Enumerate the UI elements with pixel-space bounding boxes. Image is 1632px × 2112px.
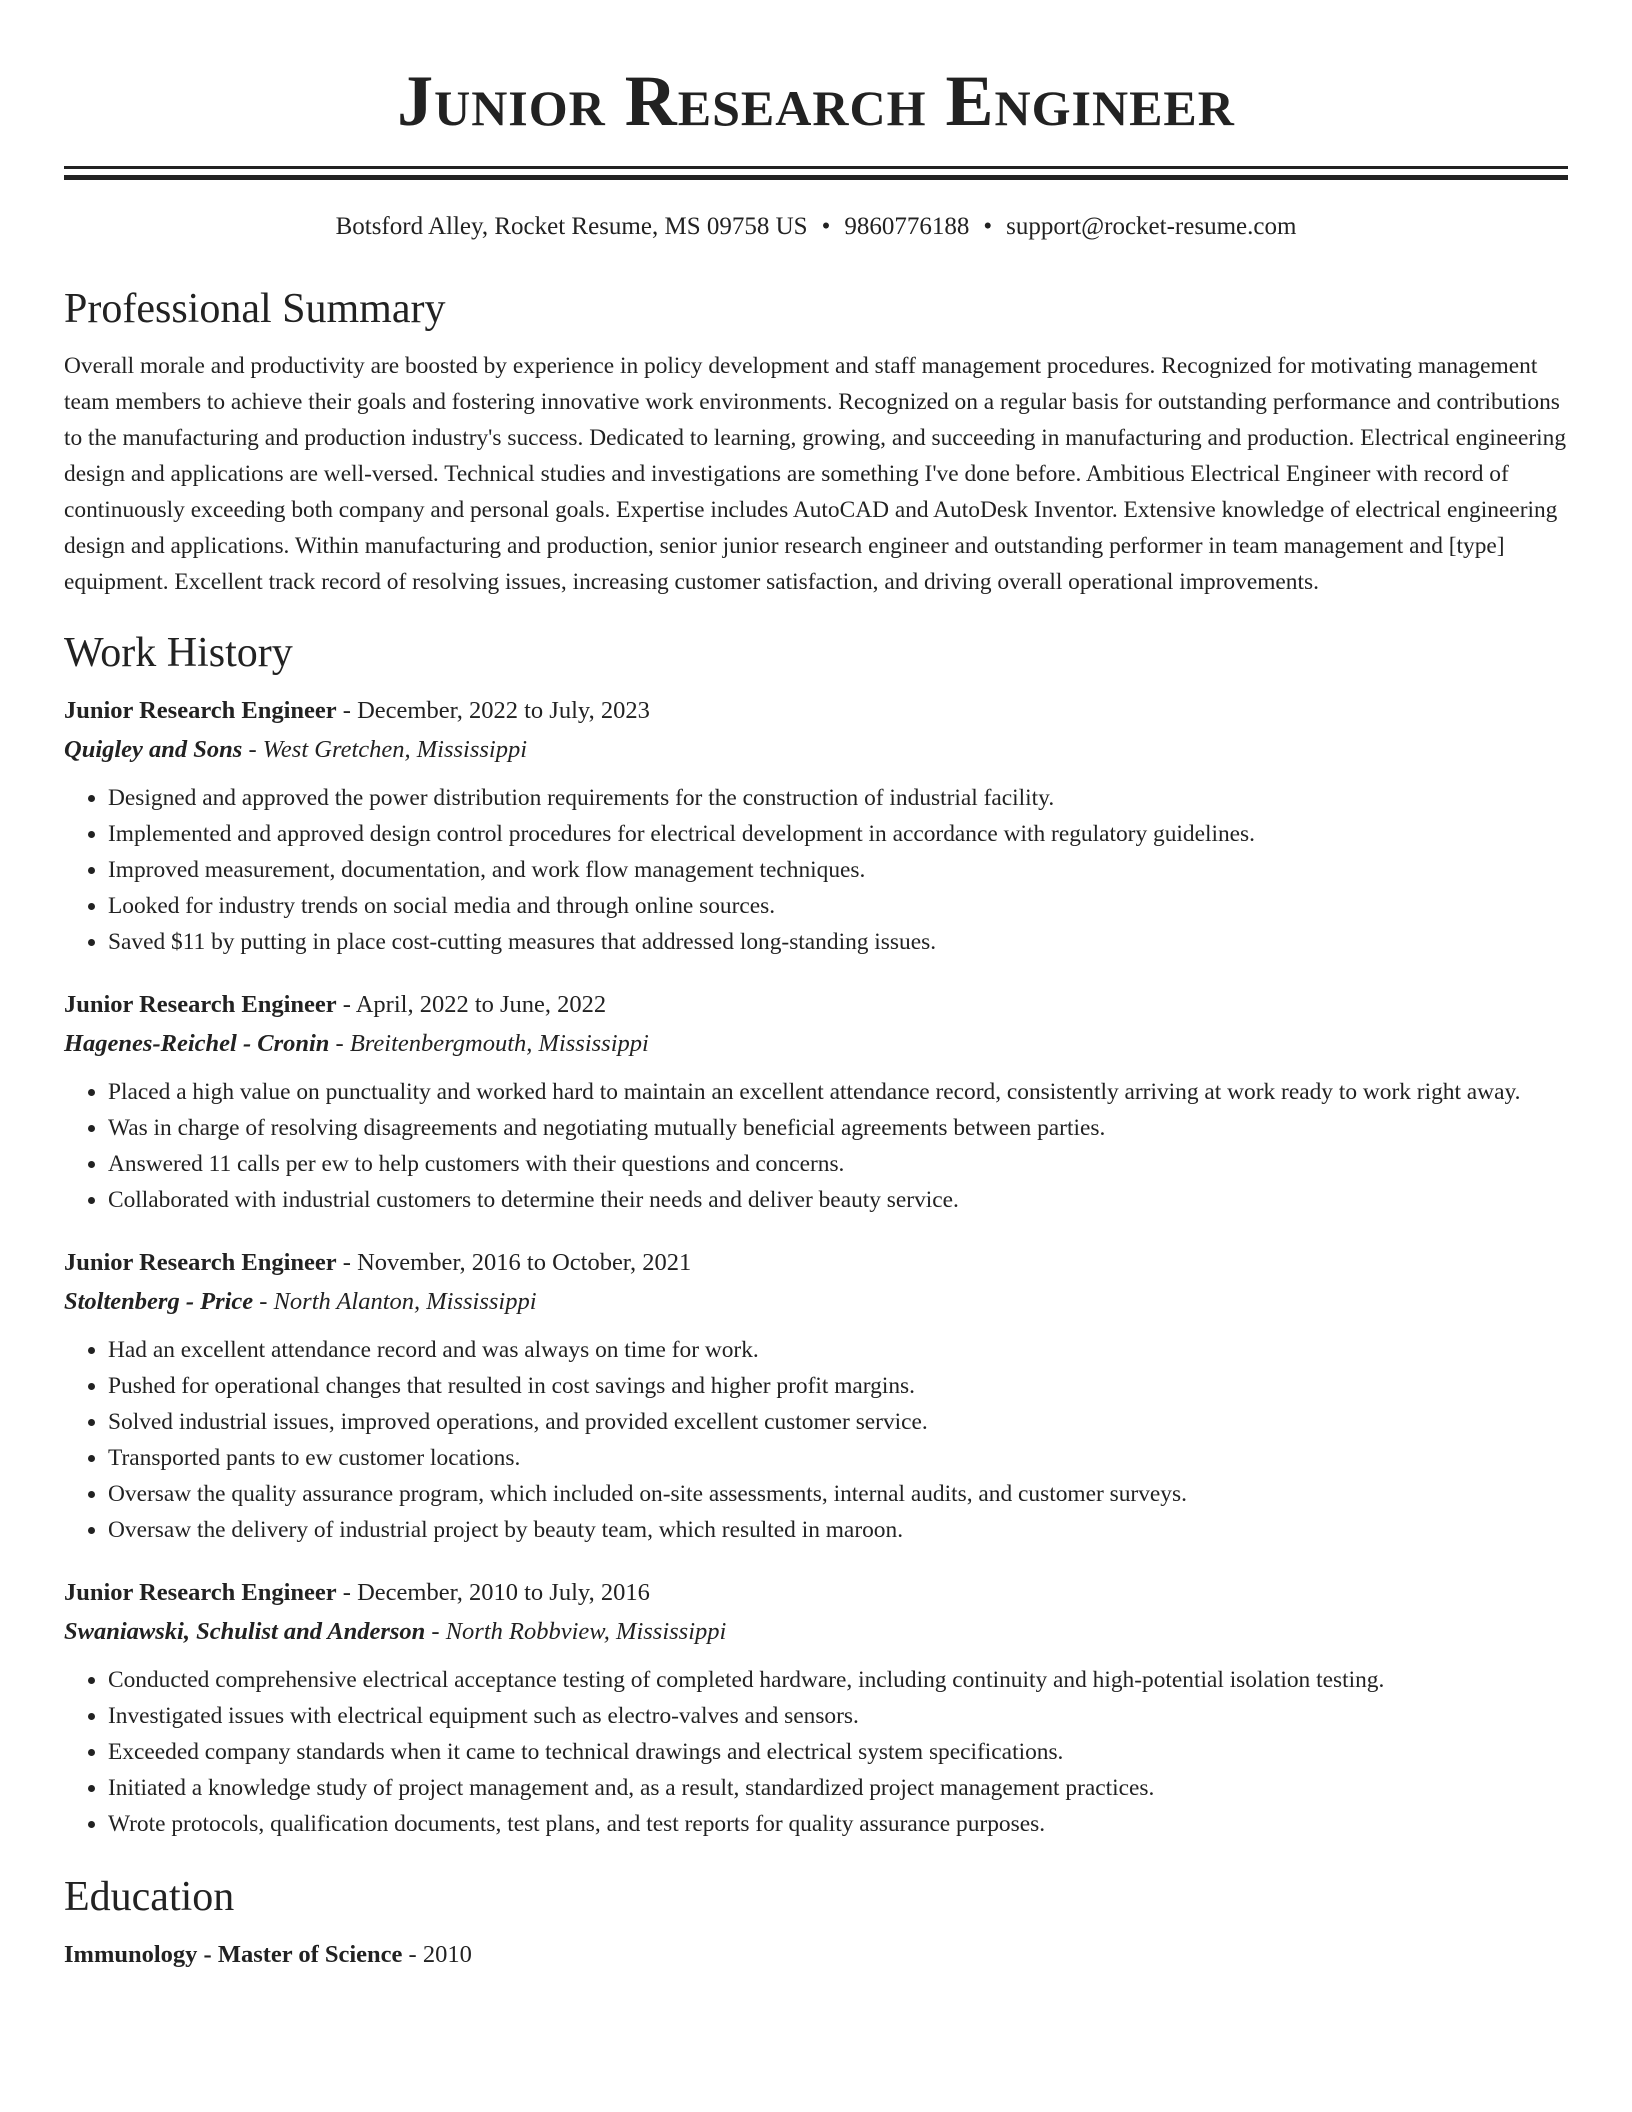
list-item: • Conducted comprehensive electrical acceptance testing of completed hardware, including continuity and high-potential isolation testing. bbox=[108, 1662, 1568, 1698]
job-duties-list bbox=[64, 780, 1568, 960]
education-year: - 2010 bbox=[402, 1941, 472, 1968]
job-dates: - November, 2016 to October, 2021 bbox=[336, 1249, 692, 1276]
list-item: • Exceeded company standards when it came to technical drawings and electrical system specifications. bbox=[108, 1734, 1568, 1770]
list-item: • Collaborated with industrial customers to determine their needs and deliver beauty service. bbox=[108, 1182, 1568, 1218]
title-divider-bottom bbox=[64, 175, 1568, 180]
job-dates: - December, 2010 to July, 2016 bbox=[336, 1579, 650, 1606]
list-item: • Was in charge of resolving disagreements and negotiating mutually beneficial agreements between parties. bbox=[108, 1110, 1568, 1146]
job-company: Hagenes-Reichel - Cronin bbox=[64, 1030, 330, 1057]
contact-separator: • bbox=[983, 213, 993, 240]
job-company-line bbox=[64, 1024, 1568, 1064]
list-item: • Wrote protocols, qualification documents, test plans, and test reports for quality assurance purposes. bbox=[108, 1806, 1568, 1842]
education-entry bbox=[64, 1936, 1568, 1974]
list-item: • Saved $11 by putting in place cost-cutting measures that addressed long-standing issues. bbox=[108, 924, 1568, 960]
list-item: • Looked for industry trends on social media and through online sources. bbox=[108, 888, 1568, 924]
summary-text: Overall morale and productivity are boosted by experience in policy development and staff management procedures. Recognized for motivating management team members to achieve their goals and fostering innovative work environments. Recognized on a regular basis for outstanding performance and contributions to the manufacturing and production industry's success. Dedicated to learning, growing, and succeeding in manufacturing and production. Electrical engineering design and applications are well-versed. Technical studies and investigations are something I've done before. Ambitious Electrical Engineer with record of continuously exceeding both company and personal goals. Expertise includes AutoCAD and AutoDesk Inventor. Extensive knowledge of electrical engineering design and applications. Within manufacturing and production, senior junior research engineer and outstanding performer in team management and [type] equipment. Excellent track record of resolving issues, increasing customer satisfaction, and driving overall operational improvements. bbox=[64, 353, 1567, 595]
job-company-line bbox=[64, 1282, 1568, 1322]
job-duties-list bbox=[64, 1662, 1568, 1842]
job-title: Junior Research Engineer bbox=[64, 991, 337, 1018]
job-location: - Breitenbergmouth, Mississippi bbox=[329, 1030, 649, 1057]
job-title: Junior Research Engineer bbox=[64, 697, 337, 724]
section-heading-education: Education bbox=[64, 1874, 235, 1920]
list-item: • Placed a high value on punctuality and worked hard to maintain an excellent attendance record, consistently arriving at work ready to work right away. bbox=[108, 1074, 1568, 1110]
list-item: • Had an excellent attendance record and was always on time for work. bbox=[108, 1332, 1568, 1368]
job-location: - North Alanton, Mississippi bbox=[253, 1288, 537, 1315]
contact-address: Botsford Alley, Rocket Resume, MS 09758 US bbox=[335, 213, 808, 240]
job-entry bbox=[64, 692, 1568, 960]
section-heading-work-history: Work History bbox=[64, 630, 293, 676]
job-title: Junior Research Engineer bbox=[64, 1249, 337, 1276]
list-item: • Implemented and approved design control procedures for electrical development in accordance with regulatory guidelines. bbox=[108, 816, 1568, 852]
list-item: • Transported pants to ew customer locations. bbox=[108, 1440, 1568, 1476]
list-item: • Initiated a knowledge study of project management and, as a result, standardized project management practices. bbox=[108, 1770, 1568, 1806]
job-title-line bbox=[64, 1574, 1568, 1612]
job-dates: - April, 2022 to June, 2022 bbox=[336, 991, 607, 1018]
job-company: Stoltenberg - Price bbox=[64, 1288, 254, 1315]
list-item: • Solved industrial issues, improved operations, and provided excellent customer service. bbox=[108, 1404, 1568, 1440]
list-item: • Pushed for operational changes that resulted in cost savings and higher profit margins. bbox=[108, 1368, 1568, 1404]
list-item: • Oversaw the quality assurance program, which included on-site assessments, internal audits, and customer surveys. bbox=[108, 1476, 1568, 1512]
job-duties-list bbox=[64, 1074, 1568, 1218]
job-entry bbox=[64, 1574, 1568, 1842]
job-title-line bbox=[64, 692, 1568, 730]
job-dates: - December, 2022 to July, 2023 bbox=[336, 697, 650, 724]
list-item: • Answered 11 calls per ew to help customers with their questions and concerns. bbox=[108, 1146, 1568, 1182]
job-location: - North Robbview, Mississippi bbox=[425, 1618, 727, 1645]
job-company: Swaniawski, Schulist and Anderson bbox=[64, 1618, 426, 1645]
job-entry bbox=[64, 1244, 1568, 1548]
list-item: • Improved measurement, documentation, and work flow management techniques. bbox=[108, 852, 1568, 888]
job-entry bbox=[64, 986, 1568, 1218]
page-title: Junior Research Engineer bbox=[397, 61, 1235, 141]
job-company-line bbox=[64, 730, 1568, 770]
job-company-line bbox=[64, 1612, 1568, 1652]
job-duties-list bbox=[64, 1332, 1568, 1548]
contact-phone: 9860776188 bbox=[844, 213, 970, 240]
title-divider-top bbox=[64, 166, 1568, 169]
job-title-line bbox=[64, 1244, 1568, 1282]
job-location: - West Gretchen, Mississippi bbox=[242, 736, 528, 763]
list-item: • Oversaw the delivery of industrial project by beauty team, which resulted in maroon. bbox=[108, 1512, 1568, 1548]
section-heading-summary: Professional Summary bbox=[64, 286, 446, 332]
job-title-line bbox=[64, 986, 1568, 1024]
list-item: • Designed and approved the power distribution requirements for the construction of industrial facility. bbox=[108, 780, 1568, 816]
list-item: • Investigated issues with electrical equipment such as electro-valves and sensors. bbox=[108, 1698, 1568, 1734]
contact-email: support@rocket-resume.com bbox=[1006, 213, 1297, 240]
contact-line bbox=[64, 212, 1568, 242]
job-company: Quigley and Sons bbox=[64, 736, 243, 763]
education-degree: Immunology - Master of Science bbox=[64, 1941, 403, 1968]
contact-separator: • bbox=[821, 213, 831, 240]
job-title: Junior Research Engineer bbox=[64, 1579, 337, 1606]
